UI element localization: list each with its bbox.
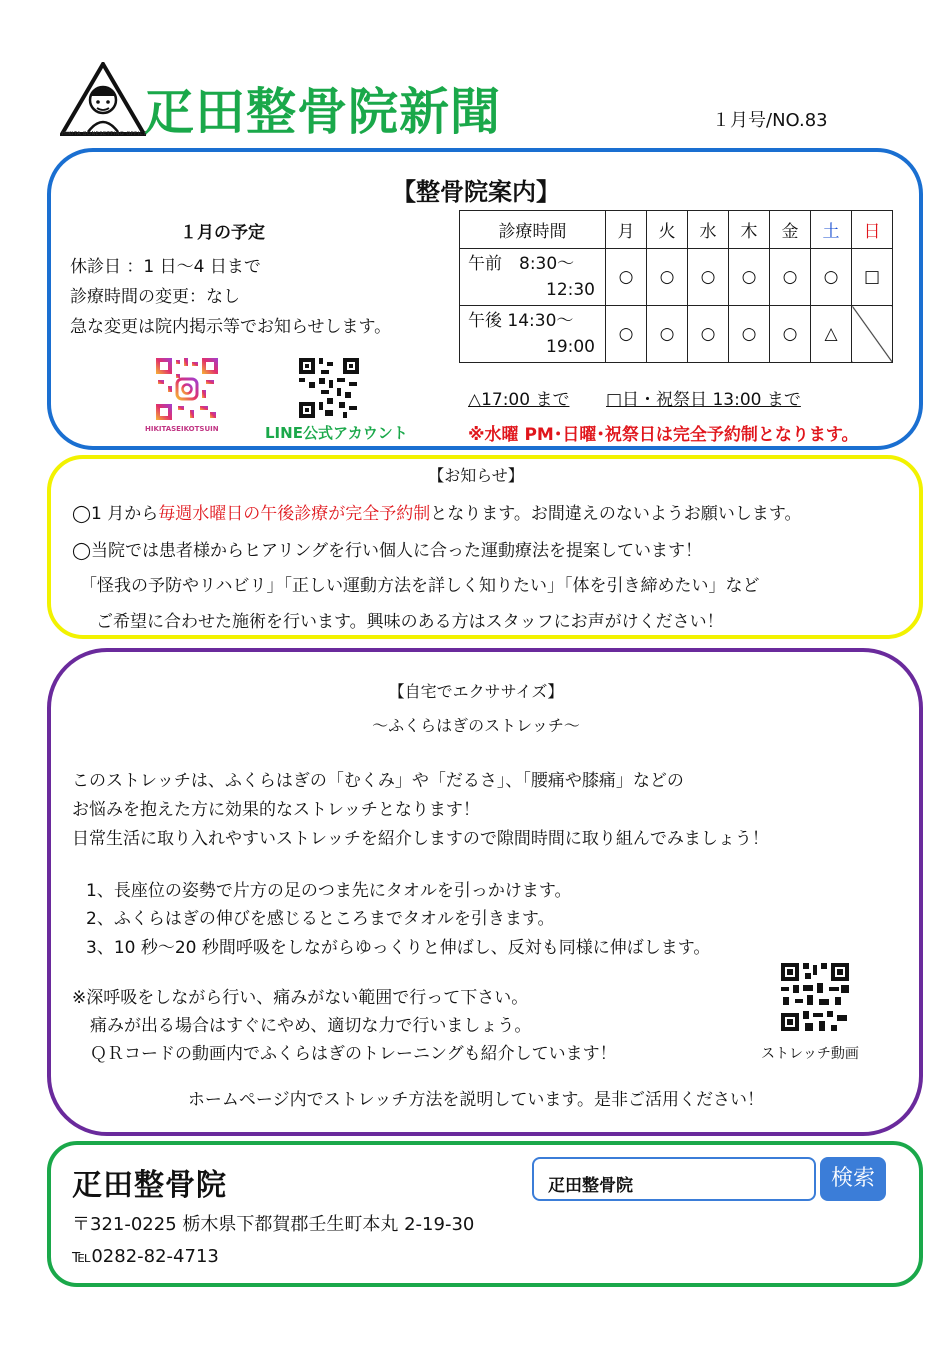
slot-start: 午前 8:30〜: [468, 254, 575, 274]
closed-cell: [852, 306, 893, 363]
hours-mark: ○: [688, 306, 729, 363]
hours-row-afternoon: [460, 306, 893, 363]
stretch-video-qr-code[interactable]: [779, 961, 851, 1033]
day-saturday: 土: [811, 211, 852, 249]
note-triangle: △17:00 まで: [468, 390, 570, 410]
newsletter-title: 疋田整骨院新聞: [144, 83, 501, 141]
hours-mark: ○: [688, 249, 729, 306]
clinic-logo: [60, 62, 146, 140]
exercise-step: 3、10 秒〜20 秒間呼吸をしながらゆっくりと伸ばし、反対も同様に伸ばします。: [86, 938, 711, 958]
exercise-subtitle: 〜ふくらはぎのストレッチ〜: [372, 716, 580, 735]
instagram-qr-code[interactable]: [154, 356, 220, 422]
hours-mark: ○: [770, 306, 811, 363]
footer-tel: ℡0282-82-4713: [72, 1246, 219, 1267]
search-input-value: 疋田整骨院: [548, 1176, 633, 1196]
reservation-note: ※水曜 PM･日曜･祝祭日は完全予約制となります。: [468, 425, 859, 445]
day-wednesday: 水: [688, 211, 729, 249]
hours-header-cell: 診療時間: [460, 211, 606, 249]
exercise-intro: このストレッチは、ふくらはぎの「むくみ」や「だるさ」、「腰痛や膝痛」などの: [72, 771, 684, 791]
line-qr-code[interactable]: [297, 356, 361, 420]
notice-highlight: 毎週水曜日の午後診療が完全予約制: [158, 504, 431, 524]
logo-caption: HIKITA BONESETTING OFFICE: [62, 131, 148, 137]
exercise-caution: ＱＲコードの動画内でふくらはぎのトレーニングも紹介しています！: [90, 1044, 617, 1064]
hours-mark: □: [852, 249, 893, 306]
day-sunday: 日: [852, 211, 893, 249]
hours-mark: ○: [606, 306, 647, 363]
notice-text: ◯1 月から: [72, 504, 159, 524]
footer-clinic-name: 疋田整骨院: [72, 1168, 227, 1203]
hours-row-morning: [460, 249, 893, 306]
notice-text: となります。お間違えのないようお願いします。: [430, 504, 802, 524]
footer-address: 〒321-0225 栃木県下都賀郡壬生町本丸 2-19-30: [72, 1214, 475, 1235]
schedule-line: 診療時間の変更：なし: [70, 287, 240, 307]
exercise-title: 【自宅でエクササイズ】: [388, 682, 564, 701]
guide-title: 【整骨院案内】: [392, 178, 560, 206]
day-tuesday: 火: [647, 211, 688, 249]
exercise-intro: 日常生活に取り入れやすいストレッチを紹介しますので隙間時間に取り組んでみましょう！: [72, 829, 769, 849]
hours-mark: ○: [606, 249, 647, 306]
slot-end: 19:00: [546, 337, 595, 357]
issue-number: １月号/NO.83: [712, 110, 828, 131]
schedule-line: 休診日 ：1 日〜4 日まで: [70, 257, 261, 277]
hours-mark: ○: [647, 249, 688, 306]
schedule-title: １月の予定: [180, 223, 265, 243]
exercise-caution: ※深呼吸をしながら行い、痛みがない範囲で行って下さい。: [72, 988, 529, 1008]
notice-line: 「怪我の予防やリハビリ」「正しい運動方法を詳しく知りたい」「体を引き締めたい」など: [80, 576, 760, 596]
note-square: □日・祝祭日 13:00 まで: [606, 390, 801, 410]
hours-mark: △: [811, 306, 852, 363]
exercise-intro: お悩みを抱えた方に効果的なストレッチとなります！: [72, 800, 480, 820]
day-friday: 金: [770, 211, 811, 249]
slot-start: 午後 14:30〜: [468, 311, 574, 331]
day-thursday: 木: [729, 211, 770, 249]
notice-line: [72, 499, 802, 524]
slot-end: 12:30: [546, 280, 595, 300]
hours-mark: ○: [729, 249, 770, 306]
homepage-note: ホームページ内でストレッチ方法を説明しています。是非ご活用ください！: [187, 1090, 765, 1110]
qr-caption: ストレッチ動画: [761, 1046, 859, 1062]
hours-header-row: [460, 211, 893, 249]
search-button[interactable]: 検索: [820, 1157, 886, 1201]
instagram-caption: HIKITASEIKOTSUIN: [145, 425, 219, 433]
day-monday: 月: [606, 211, 647, 249]
exercise-caution: 痛みが出る場合はすぐにやめ、適切な力で行いましょう。: [90, 1016, 532, 1036]
time-slot: [460, 249, 606, 306]
notice-line: ◯当院では患者様からヒアリングを行い個人に合った運動療法を提案しています！: [72, 541, 703, 561]
hours-mark: ○: [729, 306, 770, 363]
exercise-step: 1、長座位の姿勢で片方の足のつま先にタオルを引っかけます。: [86, 881, 572, 901]
time-slot: [460, 306, 606, 363]
hours-mark: ○: [770, 249, 811, 306]
schedule-line: 急な変更は院内掲示等でお知らせします。: [70, 317, 392, 337]
hours-table: [459, 210, 893, 363]
exercise-step: 2、ふくらはぎの伸びを感じるところまでタオルを引きます。: [86, 909, 555, 929]
notice-line: ご希望に合わせた施術を行います。興味のある方はスタッフにお声がけください！: [96, 612, 724, 632]
hours-mark: ○: [647, 306, 688, 363]
notice-title: 【お知らせ】: [428, 466, 524, 485]
line-caption: LINE公式アカウント: [265, 424, 408, 442]
hours-mark: ○: [811, 249, 852, 306]
